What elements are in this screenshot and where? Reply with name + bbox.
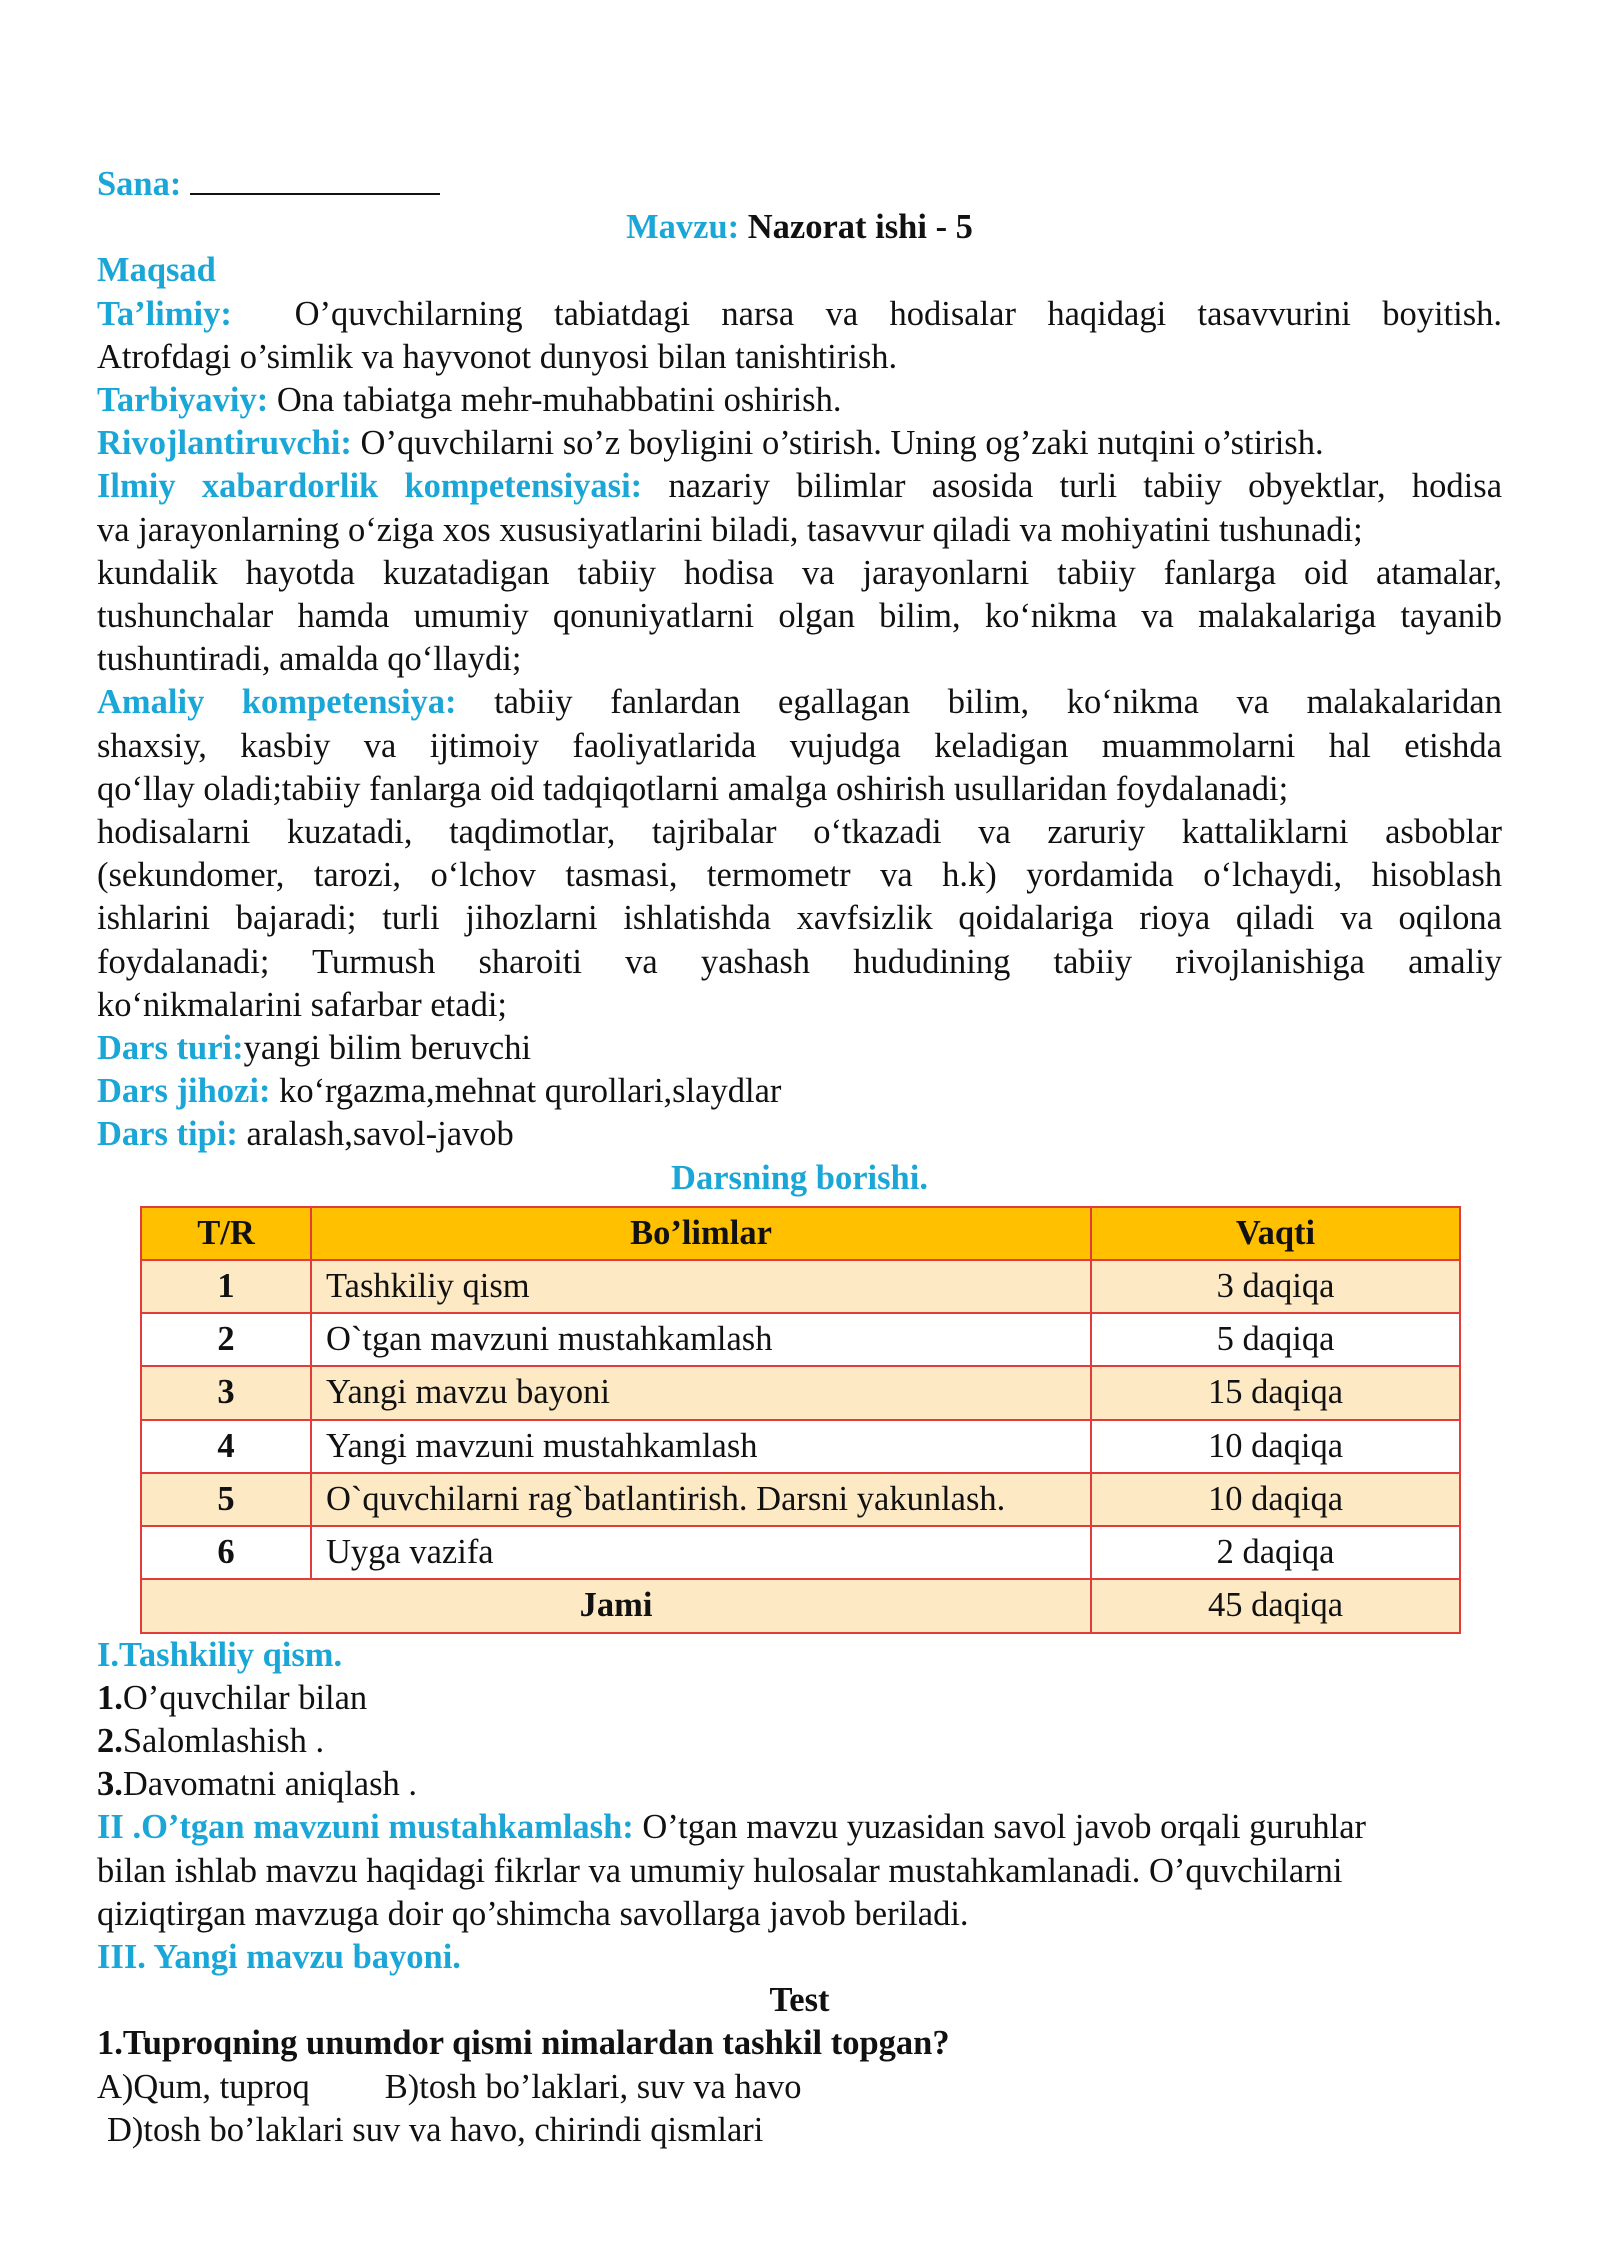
table-header-row — [141, 1207, 1460, 1260]
science-competence-label: Ilmiy xabardorlik kompetensiyasi: — [97, 467, 643, 506]
list-item — [97, 1677, 1502, 1720]
list-item — [97, 1720, 1502, 1763]
educational-goal-label: Ta’limiy: — [97, 294, 232, 333]
educational-goal-line1 — [97, 293, 1502, 336]
lesson-equipment-label: Dars jihozi: — [97, 1072, 271, 1111]
table-row — [141, 1420, 1460, 1473]
row-number: 5 — [141, 1473, 311, 1526]
table-row — [141, 1260, 1460, 1313]
table-row — [141, 1313, 1460, 1366]
row-number: 1 — [141, 1260, 311, 1313]
upbringing-goal-label: Tarbiyaviy: — [97, 381, 269, 420]
practical-competence-line2: shaxsiy, kasbiy va ijtimoiy faoliyatlarida vujudga keladigan muammolarni hal etishda — [97, 726, 1502, 765]
educational-goal-line2: Atrofdagi o’simlik va hayvonot dunyosi bilan tanishtirish. — [97, 337, 898, 376]
row-section: O`tgan mavzuni mustahkamlash — [311, 1313, 1091, 1366]
science-competence-line2: va jarayonlarning o‘ziga xos xususiyatlarini biladi, tasavvur qiladi va mohiyatini tushunadi; — [97, 510, 1363, 549]
row-section: Uyga vazifa — [311, 1526, 1091, 1579]
column-header-time: Vaqti — [1091, 1207, 1460, 1260]
row-section: O`quvchilarni rag`batlantirish. Darsni yakunlash. — [311, 1473, 1091, 1526]
educational-goal-text: O’quvchilarning tabiatdagi narsa va hodisalar haqidagi tasavvurini boyitish. — [294, 294, 1503, 333]
column-header-sections: Bo’limlar — [311, 1207, 1091, 1260]
table-total-row — [141, 1579, 1460, 1632]
lesson-equipment-value: ko‘rgazma,mehnat qurollari,slaydlar — [279, 1072, 782, 1111]
practical-competence-text: tabiiy fanlardan egallagan bilim, ko‘nikma va malakalaridan — [494, 683, 1502, 722]
upbringing-goal — [97, 379, 1502, 422]
row-time: 2 daqiqa — [1091, 1526, 1460, 1579]
list-item-text: Salomlashish . — [122, 1721, 325, 1760]
row-number: 6 — [141, 1526, 311, 1579]
practical-competence-line5: (sekundomer, tarozi, o‘lchov tasmasi, termometr va h.k) yordamida o‘lchaydi, hisoblash — [97, 856, 1502, 895]
list-item-number: 2. — [97, 1721, 123, 1760]
lesson-plan-title: Darsning borishi. — [671, 1158, 928, 1197]
total-time: 45 daqiqa — [1091, 1579, 1460, 1632]
total-label: Jami — [141, 1579, 1091, 1632]
answer-option-d: D)tosh bo’laklari suv va havo, chirindi qismlari — [107, 2110, 764, 2149]
row-number: 4 — [141, 1420, 311, 1473]
row-time: 15 daqiqa — [1091, 1366, 1460, 1419]
row-number: 3 — [141, 1366, 311, 1419]
goal-heading: Maqsad — [97, 251, 216, 290]
row-number: 2 — [141, 1313, 311, 1366]
science-competence-line4: tushunchalar hamda umumiy qonuniyatlarni olgan bilim, ko‘nikma va malakalariga tayanib — [97, 597, 1502, 636]
lesson-plan-page — [97, 163, 1502, 2152]
row-time: 10 daqiqa — [1091, 1473, 1460, 1526]
topic-value: Nazorat ishi - 5 — [747, 208, 973, 247]
part2-line2: bilan ishlab mavzu haqidagi fikrlar va umumiy hulosalar mustahkamlanadi. O’quvchilarni — [97, 1851, 1343, 1890]
answer-options-line1 — [97, 2066, 1502, 2109]
test-title: Test — [769, 1981, 830, 2020]
row-time: 5 daqiqa — [1091, 1313, 1460, 1366]
row-section: Tashkiliy qism — [311, 1260, 1091, 1313]
answer-option-a: A)Qum, tuproq — [97, 2067, 310, 2106]
lesson-kind-value: aralash,savol-javob — [246, 1115, 514, 1154]
answer-option-b: B)tosh bo’laklari, suv va havo — [384, 2067, 802, 2106]
lesson-type — [97, 1027, 1502, 1070]
practical-competence-line8: ko‘nikmalarini safarbar etadi; — [97, 985, 507, 1024]
date-line — [97, 163, 1502, 206]
lesson-equipment — [97, 1070, 1502, 1113]
part1-heading: I.Tashkiliy qism. — [97, 1635, 343, 1674]
column-header-number: T/R — [141, 1207, 311, 1260]
table-row — [141, 1366, 1460, 1419]
practical-competence-line6: ishlarini bajaradi; turli jihozlarni ishlatishda xavfsizlik qoidalariga rioya qiladi va oqilona — [97, 899, 1502, 938]
topic-label: Mavzu: — [626, 208, 740, 247]
lesson-kind — [97, 1113, 1502, 1156]
test-question: 1.Tuproqning unumdor qismi nimalardan tashkil topgan? — [97, 2024, 950, 2063]
part2-line3: qiziqtirgan mavzuga doir qo’shimcha savollarga javob beriladi. — [97, 1894, 969, 1933]
topic-line — [97, 206, 1502, 249]
row-time: 10 daqiqa — [1091, 1420, 1460, 1473]
row-time: 3 daqiqa — [1091, 1260, 1460, 1313]
part2-heading: II .O’tgan mavzuni mustahkamlash: — [97, 1808, 634, 1847]
table-row — [141, 1526, 1460, 1579]
science-competence-line5: tushuntiradi, amalda qo‘llaydi; — [97, 640, 522, 679]
date-blank-field[interactable] — [190, 163, 440, 195]
practical-competence-line7: foydalanadi; Turmush sharoiti va yashash hududining tabiiy rivojlanishiga amaliy — [97, 942, 1502, 981]
practical-competence-line3: qo‘llay oladi;tabiiy fanlarga oid tadqiqotlarni amalga oshirish usullaridan foydalanadi; — [97, 769, 1289, 808]
date-label: Sana: — [97, 165, 182, 203]
table-row — [141, 1473, 1460, 1526]
part3-heading: III. Yangi mavzu bayoni. — [97, 1937, 461, 1976]
science-competence-line1 — [97, 465, 1502, 508]
science-competence-text: nazariy bilimlar asosida turli tabiiy obyektlar, hodisa — [668, 467, 1503, 506]
lesson-plan-table — [140, 1206, 1461, 1634]
practical-competence-label: Amaliy kompetensiya: — [97, 683, 457, 722]
upbringing-goal-text: Ona tabiatga mehr-muhabbatini oshirish. — [276, 381, 842, 420]
practical-competence-line4: hodisalarni kuzatadi, taqdimotlar, tajribalar o‘tkazadi va zaruriy kattaliklarni asboblar — [97, 813, 1502, 852]
list-item-number: 1. — [97, 1678, 123, 1717]
part2-text: O’tgan mavzu yuzasidan savol javob orqali guruhlar — [642, 1808, 1367, 1847]
lesson-type-value: yangi bilim beruvchi — [243, 1029, 532, 1068]
row-section: Yangi mavzu bayoni — [311, 1366, 1091, 1419]
list-item-text: Davomatni aniqlash . — [122, 1765, 418, 1804]
lesson-type-label: Dars turi: — [97, 1029, 244, 1068]
developing-goal — [97, 422, 1502, 465]
list-item-number: 3. — [97, 1765, 123, 1804]
row-section: Yangi mavzuni mustahkamlash — [311, 1420, 1091, 1473]
practical-competence-line1 — [97, 681, 1502, 724]
developing-goal-label: Rivojlantiruvchi: — [97, 424, 352, 463]
part2-line1 — [97, 1806, 1502, 1849]
science-competence-line3: kundalik hayotda kuzatadigan tabiiy hodisa va jarayonlarni tabiiy fanlarga oid atamalar, — [97, 553, 1502, 592]
list-item-text: O’quvchilar bilan — [122, 1678, 368, 1717]
list-item — [97, 1763, 1502, 1806]
lesson-kind-label: Dars tipi: — [97, 1115, 238, 1154]
developing-goal-text: O’quvchilarni so’z boyligini o’stirish. Uning og’zaki nutqini o’stirish. — [360, 424, 1324, 463]
